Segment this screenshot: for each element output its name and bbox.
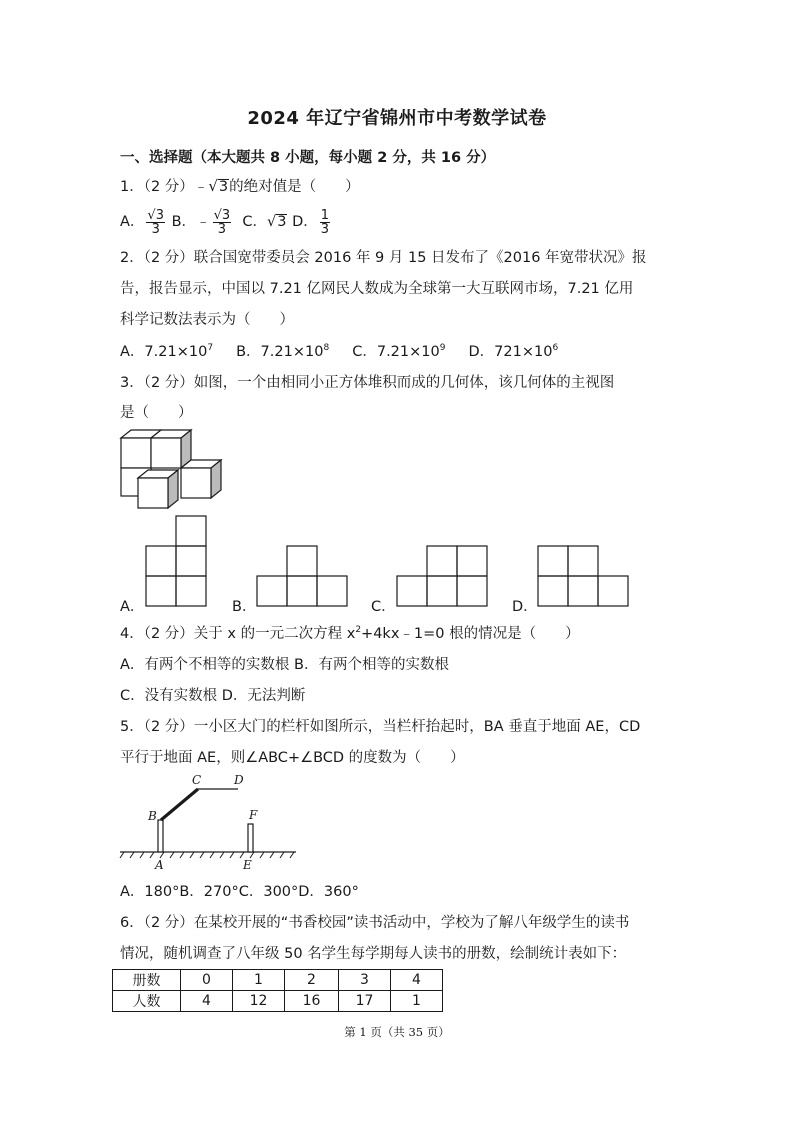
question-5-options[interactable]: A．180°B．270°C．300°D．360°: [120, 884, 359, 900]
option-b-label[interactable]: B．: [232, 599, 257, 615]
question-3-line1: 3．（2 分）如图，一个由相同小正方体堆积而成的几何体，该几何体的主视图: [120, 375, 615, 391]
section-heading: 一、选择题（本大题共 8 小题，每小题 2 分，共 16 分）: [120, 150, 496, 166]
question-2-line3: 科学记数法表示为（ ）: [120, 312, 294, 328]
table-cell: 1: [233, 970, 285, 991]
table-cell: 4: [391, 970, 443, 991]
point-b-label: B: [148, 809, 157, 823]
table-cell: 16: [285, 991, 339, 1012]
table-cell: 4: [181, 991, 233, 1012]
question-5-line1: 5．（2 分）一小区大门的栏杆如图所示，当栏杆抬起时，BA 垂直于地面 AE，CD: [120, 719, 641, 735]
option-c-label[interactable]: C．: [371, 599, 396, 615]
table-cell: 0: [181, 970, 233, 991]
question-2-options: [120, 342, 558, 362]
point-f-label: F: [249, 808, 258, 822]
page-footer: 第 1 页（共 35 页）: [344, 1025, 450, 1039]
question-4-options-2[interactable]: C．没有实数根 D．无法判断: [120, 688, 306, 704]
point-e-label: E: [243, 858, 252, 872]
page-title: 2024 年辽宁省锦州市中考数学试卷: [247, 108, 547, 129]
cube-stack-figure: [118, 428, 228, 513]
option-c-figure[interactable]: [396, 545, 488, 607]
table-cell: 12: [233, 991, 285, 1012]
table-cell: 3: [339, 970, 391, 991]
question-1-stem: 1．（2 分）﹣√3的绝对值是（ ）: [120, 177, 360, 195]
point-c-label: C: [192, 773, 202, 787]
table-cell: 人数: [113, 991, 181, 1012]
table-cell: 册数: [113, 970, 181, 991]
option-b-figure[interactable]: [256, 545, 348, 607]
option-b[interactable]: B．﹣ $\frac{√3}{3}$: [171, 207, 231, 237]
question-3-line2: 是（ ）: [120, 405, 193, 421]
option-a[interactable]: A． $\frac{√3}{3}$: [120, 207, 164, 237]
question-6-line2: 情况，随机调查了八年级 50 名学生每学期每人读书的册数，绘制统计表如下：: [120, 946, 627, 962]
option-d[interactable]: D． $\frac{1}{3}$: [292, 207, 330, 237]
question-2-line2: 告，报告显示，中国以 7.21 亿网民人数成为全球第一大互联网市场，7.21 亿用: [120, 281, 634, 297]
question-1-options: [120, 205, 332, 239]
question-5-line2: 平行于地面 AE，则∠ABC+∠BCD 的度数为（ ）: [120, 750, 465, 766]
option-c[interactable]: C．√3: [242, 214, 287, 230]
table-row: [113, 991, 443, 1012]
table-cell: 1: [391, 991, 443, 1012]
point-a-label: A: [155, 858, 164, 872]
statistics-table: [112, 969, 443, 1012]
question-6-line1: 6．（2 分）在某校开展的“书香校园”读书活动中，学校为了解八年级学生的读书: [120, 915, 630, 931]
option-d-figure[interactable]: [537, 545, 629, 607]
option-c[interactable]: C．$7.21\times 10^9$: [352, 343, 446, 360]
table-cell: 17: [339, 991, 391, 1012]
question-4-options-1[interactable]: A．有两个不相等的实数根 B．有两个相等的实数根: [120, 657, 449, 673]
option-a[interactable]: A．$7.21\times 10^7$: [120, 343, 214, 360]
option-b[interactable]: B．$7.21\times 10^8$: [236, 343, 330, 360]
question-4-stem: 4．（2 分）关于 x 的一元二次方程 $x^2+4kx﹣1=0$ 根的情况是（ ）: [120, 625, 580, 642]
table-row: [113, 970, 443, 991]
table-cell: 2: [285, 970, 339, 991]
option-a-figure[interactable]: [145, 515, 207, 607]
option-d[interactable]: D．$721\times 10^6$: [468, 343, 559, 360]
option-d-label[interactable]: D．: [512, 599, 538, 615]
point-d-label: D: [234, 773, 244, 787]
question-2-line1: 2．（2 分）联合国宽带委员会 2016 年 9 月 15 日发布了《2016 年宽带状况》报: [120, 250, 647, 266]
gate-barrier-figure: [118, 772, 298, 872]
option-a-label[interactable]: A．: [120, 599, 145, 615]
